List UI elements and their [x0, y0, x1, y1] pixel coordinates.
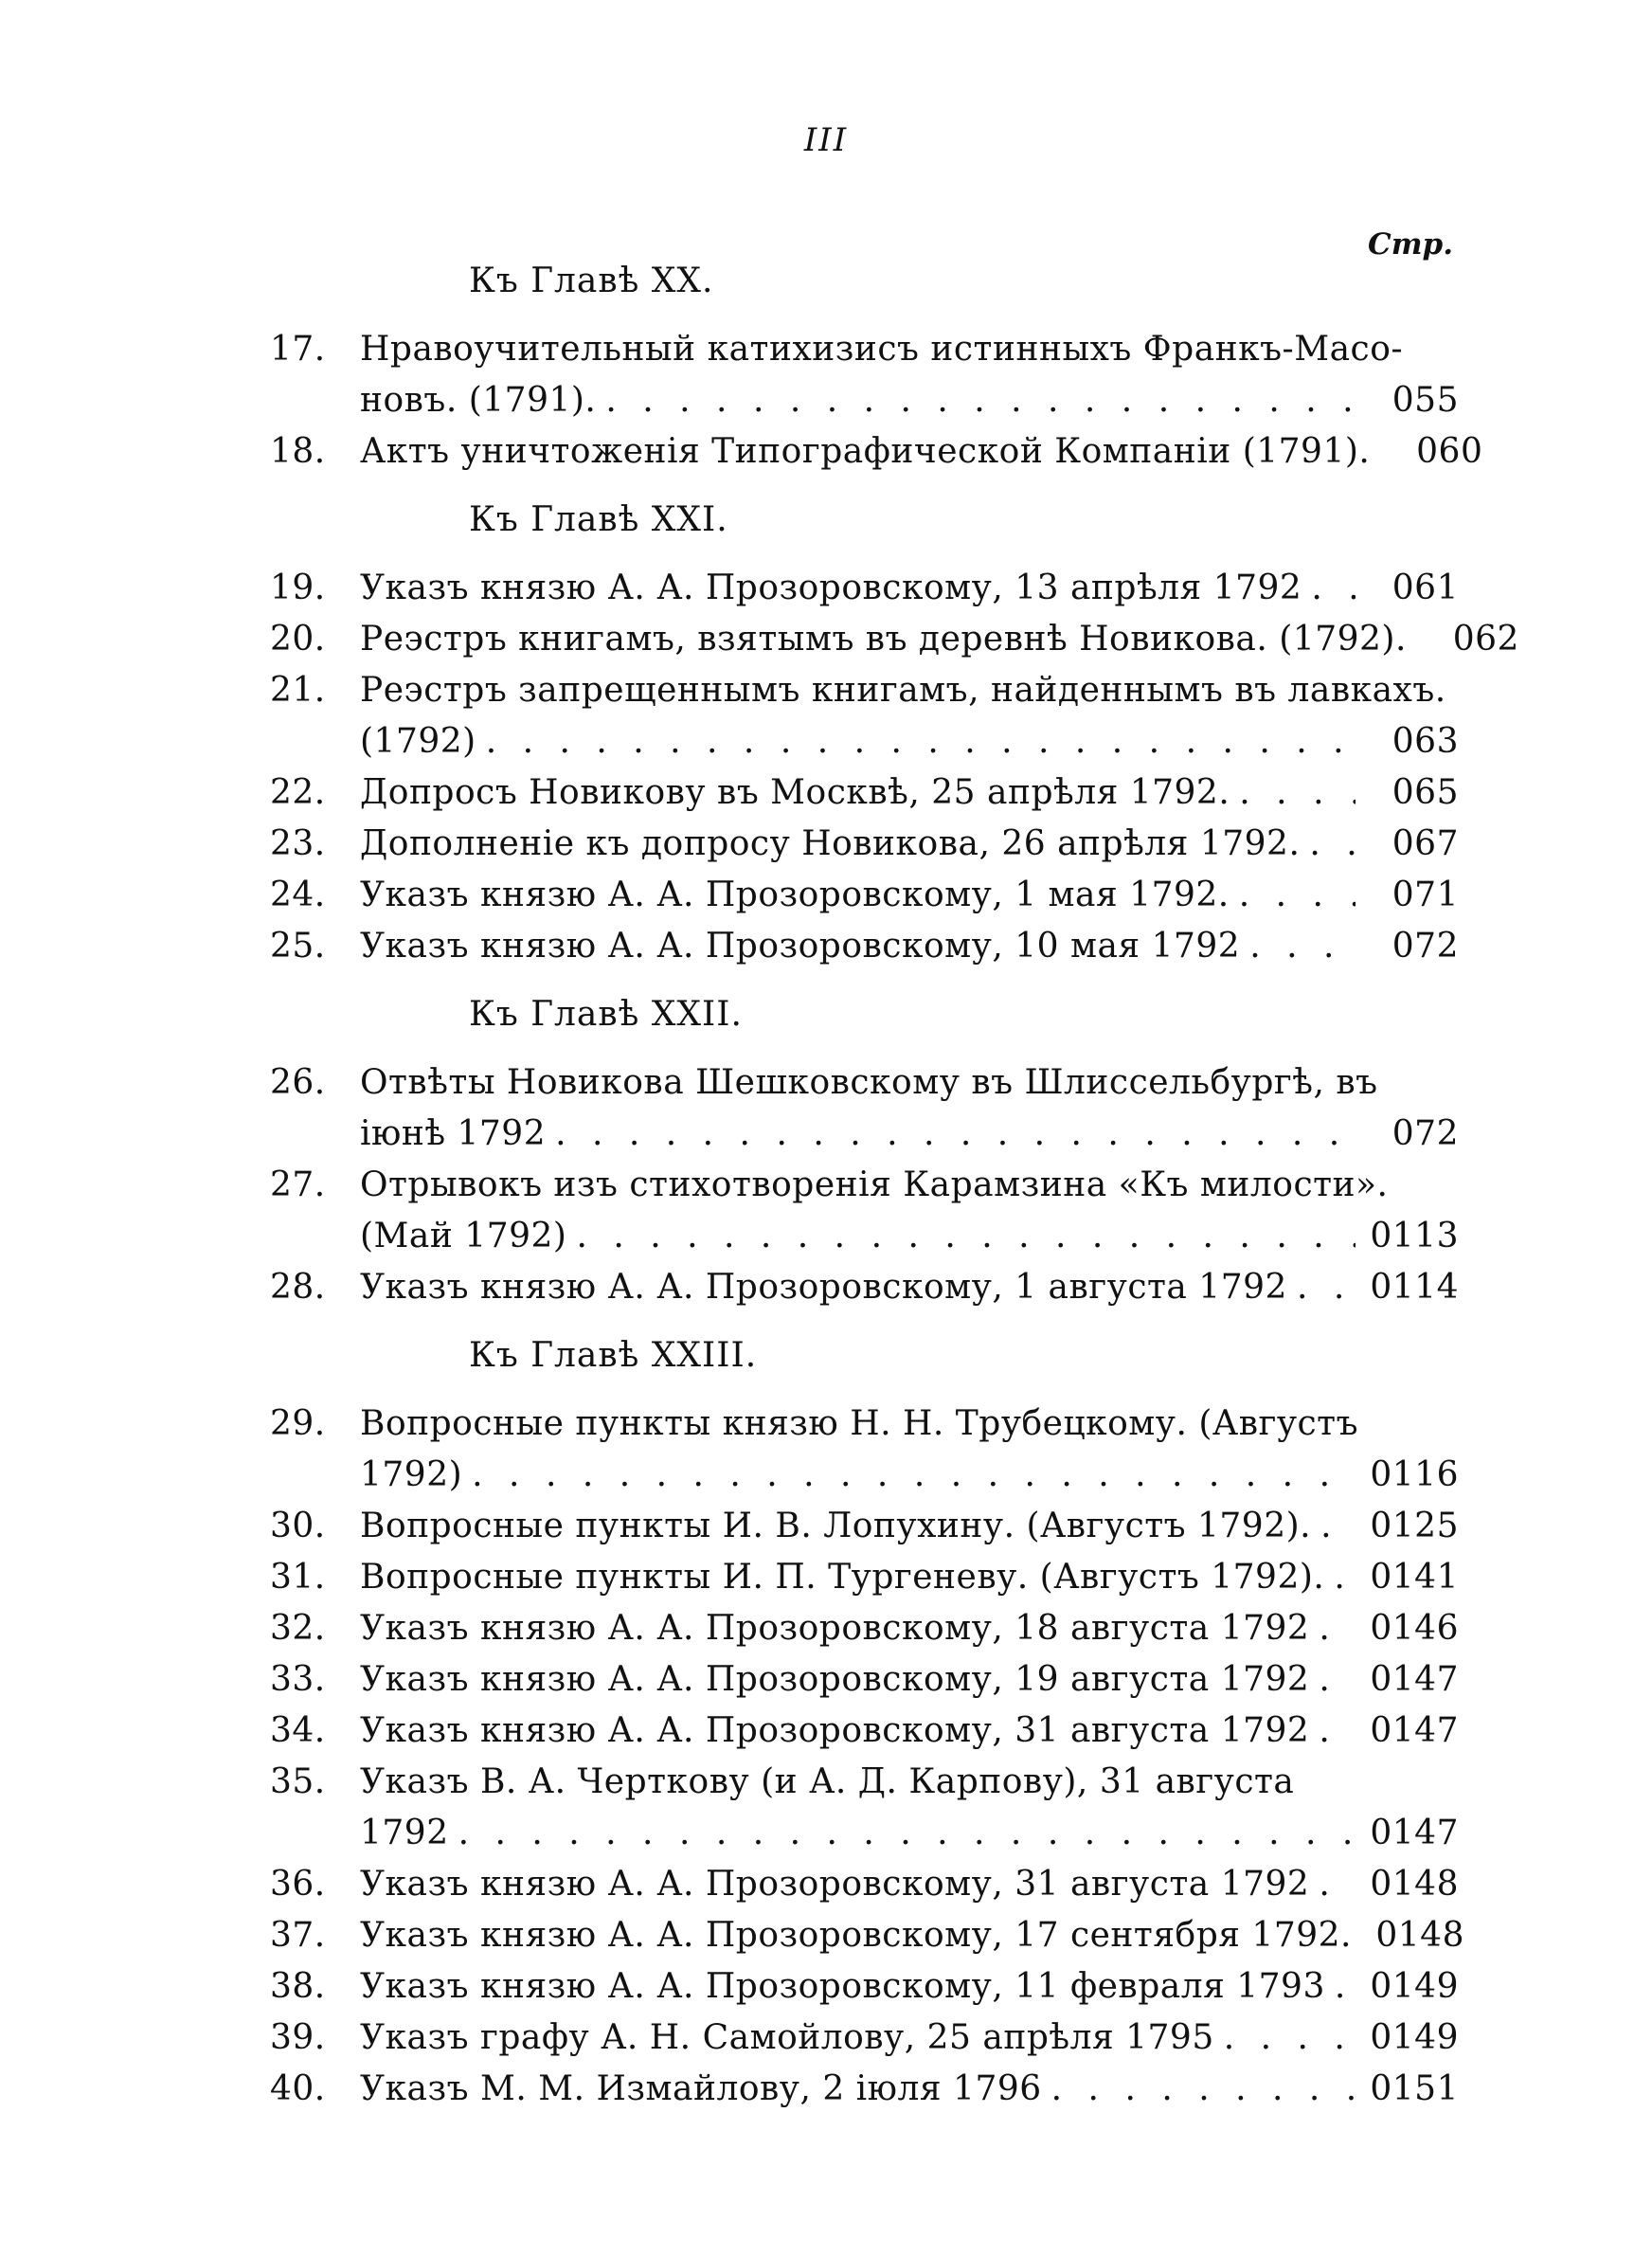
toc-entry — [270, 2064, 1459, 2115]
entry-number: 32. — [270, 1609, 326, 1648]
entry-number: 38. — [270, 1967, 326, 2006]
toc-entry — [270, 665, 1459, 767]
dot-leader — [1309, 1706, 1356, 1757]
entry-text: Вопросные пункты князю Н. Н. Трубецкому. (Августъ — [360, 1404, 1358, 1443]
toc-entry — [270, 1552, 1459, 1603]
entry-page-number: 071 — [1392, 876, 1459, 914]
entry-number: 29. — [270, 1404, 326, 1443]
entry-text: новъ. (1791). — [360, 381, 597, 420]
entry-number: 35. — [270, 1762, 326, 1801]
dot-leader — [1240, 921, 1356, 972]
entry-text: Указъ князю А. А. Прозоровскому, 1 мая 1792. — [360, 876, 1230, 914]
entry-page-number: 0125 — [1370, 1507, 1459, 1545]
dot-leader — [1230, 767, 1356, 819]
toc-entry — [270, 614, 1519, 665]
entry-page-number: 072 — [1392, 927, 1459, 966]
dot-leader — [1309, 1654, 1356, 1706]
chapter-section — [270, 256, 1483, 478]
entry-number: 18. — [270, 432, 326, 471]
dot-leader — [1324, 1552, 1356, 1603]
dot-leader — [1407, 614, 1416, 665]
entry-text: Указъ М. М. Измайлову, 2 іюля 1796 — [360, 2069, 1042, 2108]
entry-text: Отвѣты Новикова Шешковскому въ Шлиссельбургѣ, въ — [360, 1063, 1378, 1102]
entry-number: 33. — [270, 1660, 326, 1699]
entry-text: Реэстръ книгамъ, взятымъ въ деревнѣ Новикова. (1792). — [360, 620, 1407, 659]
toc-entry — [270, 1654, 1459, 1706]
dot-leader — [1370, 426, 1379, 478]
entry-text: 1792 — [360, 1814, 449, 1852]
chapter-title: Къ Главѣ XXI. — [469, 500, 728, 539]
toc-entry — [270, 563, 1459, 614]
entry-page-number: 061 — [1392, 569, 1459, 607]
dot-leader — [546, 1109, 1356, 1160]
entry-text: Указъ князю А. А. Прозоровскому, 1 августа 1792 — [360, 1268, 1287, 1307]
toc-entry — [270, 1160, 1459, 1262]
entry-number: 30. — [270, 1507, 326, 1545]
entry-text: Указъ князю А. А. Прозоровскому, 31 августа 1792 — [360, 1711, 1310, 1750]
entry-page-number: 0149 — [1370, 1967, 1459, 2006]
chapter-title: Къ Главѣ XXII. — [469, 995, 743, 1034]
dot-leader — [1042, 2064, 1356, 2115]
toc-entry — [270, 2013, 1459, 2064]
page-column-label: Стр. — [1368, 227, 1453, 262]
chapter-section — [270, 989, 1459, 1313]
entry-number: 37. — [270, 1916, 326, 1955]
entry-text: (1792) — [360, 722, 476, 761]
entry-number: 23. — [270, 824, 326, 863]
entry-page-number: 072 — [1392, 1114, 1459, 1153]
entry-text: Нравоучительный катихизисъ истинныхъ Франкъ-Масо- — [360, 330, 1404, 369]
toc-entry — [270, 819, 1459, 870]
entry-page-number: 060 — [1416, 432, 1483, 471]
entry-page-number: 0146 — [1370, 1609, 1459, 1648]
entry-text: Допросъ Новикову въ Москвѣ, 25 апрѣля 1792. — [360, 773, 1230, 812]
toc-entry — [270, 870, 1459, 921]
entry-number: 19. — [270, 569, 326, 607]
toc-entry — [270, 921, 1459, 972]
chapter-title: Къ Главѣ XXIII. — [469, 1336, 758, 1375]
entry-text: Указъ князю А. А. Прозоровскому, 19 августа 1792 — [360, 1660, 1310, 1699]
entry-text: 1792) — [360, 1455, 463, 1494]
toc-entry — [270, 324, 1459, 426]
entry-number: 22. — [270, 773, 326, 812]
dot-leader — [476, 716, 1356, 767]
entry-page-number: 0113 — [1370, 1217, 1459, 1255]
entry-number: 24. — [270, 876, 326, 914]
entry-text: Вопросные пункты И. В. Лопухину. (Августъ 1792). — [360, 1507, 1312, 1545]
entry-page-number: 0147 — [1370, 1814, 1459, 1852]
entry-text: Актъ уничтоженія Типографической Компаніи (1791). — [360, 432, 1371, 471]
dot-leader — [1309, 1859, 1356, 1910]
entry-text: Указъ графу А. Н. Самойлову, 25 апрѣля 1795 — [360, 2018, 1214, 2057]
entry-page-number: 0116 — [1370, 1455, 1459, 1494]
entry-text: Указъ князю А. А. Прозоровскому, 17 сентября 1792. — [360, 1916, 1352, 1955]
entry-text: Указъ князю А. А. Прозоровскому, 10 мая 1792 — [360, 927, 1241, 966]
entry-number: 17. — [270, 330, 326, 369]
toc-entry — [270, 426, 1483, 478]
dot-leader — [1325, 1961, 1356, 2013]
chapter-section — [270, 495, 1519, 972]
entry-number: 26. — [270, 1063, 326, 1102]
toc-entry — [270, 1399, 1459, 1501]
entry-number: 36. — [270, 1865, 326, 1904]
entry-number: 28. — [270, 1268, 326, 1307]
toc-entry — [270, 767, 1459, 819]
entry-text: Указъ В. А. Черткову (и А. Д. Карпову), 31 августа — [360, 1762, 1295, 1801]
entry-page-number: 065 — [1392, 773, 1459, 812]
entry-page-number: 0149 — [1370, 2018, 1459, 2057]
toc-entry — [270, 1057, 1459, 1160]
entry-text: Дополненіе къ допросу Новикова, 26 апрѣля 1792. — [360, 824, 1301, 863]
entry-text: Реэстръ запрещеннымъ книгамъ, найденнымъ въ лавкахъ. — [360, 671, 1446, 710]
entry-number: 25. — [270, 927, 326, 966]
entry-page-number: 055 — [1392, 381, 1459, 420]
toc-entry — [270, 1757, 1459, 1859]
chapter-title: Къ Главѣ XX. — [469, 262, 714, 300]
dot-leader — [566, 1211, 1356, 1262]
toc-entry — [270, 1603, 1459, 1654]
toc-entry — [270, 1262, 1459, 1313]
entry-page-number: 062 — [1452, 620, 1519, 659]
entry-page-number: 0147 — [1370, 1660, 1459, 1699]
dot-leader — [1230, 870, 1356, 921]
entry-text: (Май 1792) — [360, 1217, 567, 1255]
entry-page-number: 0151 — [1370, 2069, 1459, 2108]
entry-page-number: 0147 — [1370, 1711, 1459, 1750]
toc-entry — [270, 1706, 1459, 1757]
entry-page-number: 0148 — [1370, 1865, 1459, 1904]
entry-page-number: 0141 — [1370, 1558, 1459, 1597]
dot-leader — [1352, 1910, 1361, 1961]
toc-entry — [270, 1501, 1459, 1552]
entry-number: 20. — [270, 620, 326, 659]
entry-text: Указъ князю А. А. Прозоровскому, 31 августа 1792 — [360, 1865, 1310, 1904]
dot-leader — [462, 1450, 1356, 1501]
entry-number: 40. — [270, 2069, 326, 2108]
dot-leader — [1287, 1262, 1356, 1313]
entry-page-number: 067 — [1392, 824, 1459, 863]
entry-number: 39. — [270, 2018, 326, 2057]
dot-leader — [449, 1808, 1356, 1859]
dot-leader — [596, 375, 1356, 426]
table-of-contents — [270, 256, 1519, 2132]
entry-text: іюнѣ 1792 — [360, 1114, 547, 1153]
entry-number: 31. — [270, 1558, 326, 1597]
toc-entry — [270, 1961, 1459, 2013]
chapter-section — [270, 1330, 1464, 2115]
entry-text: Указъ князю А. А. Прозоровскому, 18 августа 1792 — [360, 1609, 1310, 1648]
page-number: III — [803, 121, 849, 159]
toc-entry — [270, 1910, 1464, 1961]
dot-leader — [1214, 2013, 1356, 2064]
entry-page-number: 0114 — [1370, 1268, 1459, 1307]
entry-number: 27. — [270, 1165, 326, 1204]
entry-number: 21. — [270, 671, 326, 710]
dot-leader — [1302, 563, 1356, 614]
entry-number: 34. — [270, 1711, 326, 1750]
dot-leader — [1300, 819, 1356, 870]
dot-leader — [1309, 1603, 1356, 1654]
entry-text: Указъ князю А. А. Прозоровскому, 11 февраля 1793 — [360, 1967, 1325, 2006]
entry-text: Отрывокъ изъ стихотворенія Карамзина «Къ милости». — [360, 1165, 1389, 1204]
entry-page-number: 063 — [1392, 722, 1459, 761]
entry-text: Указъ князю А. А. Прозоровскому, 13 апрѣля 1792 — [360, 569, 1302, 607]
toc-entry — [270, 1859, 1459, 1910]
dot-leader — [1311, 1501, 1356, 1552]
entry-page-number: 0148 — [1375, 1916, 1464, 1955]
entry-text: Вопросные пункты И. П. Тургеневу. (Августъ 1792). — [360, 1558, 1325, 1597]
